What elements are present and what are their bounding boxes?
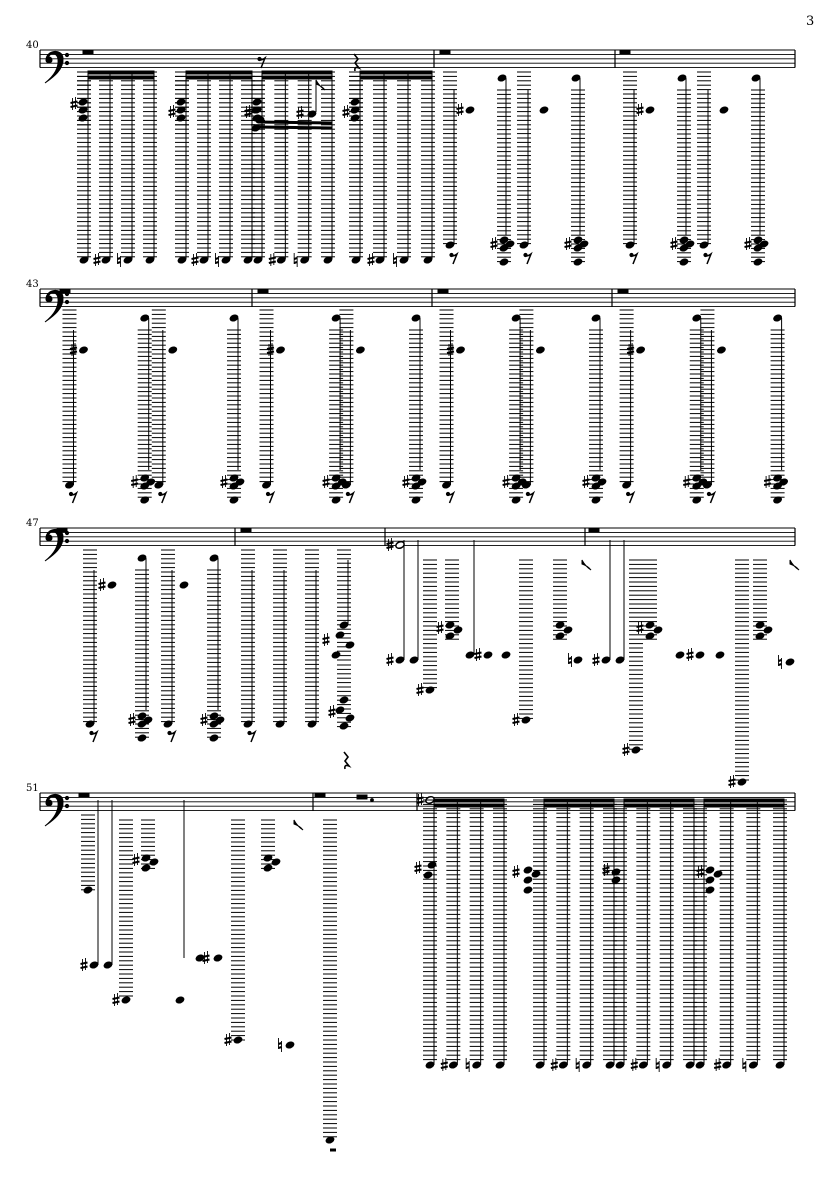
notehead xyxy=(168,346,178,355)
notehead xyxy=(78,114,88,123)
eighth-rest xyxy=(90,731,93,734)
whole-rest xyxy=(357,795,367,799)
sharp-sign xyxy=(94,258,101,260)
notehead xyxy=(695,651,705,660)
sharp-sign xyxy=(329,710,336,712)
whole-rest xyxy=(315,793,325,797)
notehead xyxy=(209,734,219,743)
sharp-sign xyxy=(387,658,394,660)
notehead xyxy=(285,1041,295,1050)
eighth-rest xyxy=(168,731,171,734)
whole-rest xyxy=(438,289,448,293)
natural-sign xyxy=(118,262,121,263)
notehead xyxy=(535,346,545,355)
sharp-sign xyxy=(513,718,520,720)
beam xyxy=(434,804,504,807)
natural-sign xyxy=(279,1043,282,1044)
bass-clef-dot xyxy=(65,53,68,56)
notehead xyxy=(573,656,583,665)
sharp-sign xyxy=(192,262,199,264)
flag xyxy=(294,820,303,830)
notehead xyxy=(645,106,655,115)
sharp-sign xyxy=(71,102,78,104)
flag xyxy=(582,560,591,570)
notehead xyxy=(339,722,349,731)
whole-rest xyxy=(79,793,89,797)
sharp-sign xyxy=(583,480,590,482)
natural-sign xyxy=(569,662,572,663)
eighth-rest xyxy=(704,253,707,256)
sharp-sign xyxy=(269,262,276,264)
notehead xyxy=(107,581,117,590)
eighth-rest xyxy=(248,731,251,734)
sharp-sign xyxy=(637,112,644,114)
sharp-sign xyxy=(671,246,678,248)
sharp-sign xyxy=(417,688,424,690)
notehead xyxy=(523,866,533,875)
notehead xyxy=(78,346,88,355)
sharp-sign xyxy=(764,480,771,482)
measure-number-51: 51 xyxy=(26,783,39,794)
sharp-sign xyxy=(81,967,88,969)
sharp-sign xyxy=(551,1063,558,1065)
sharp-sign xyxy=(637,108,644,110)
beam xyxy=(624,799,694,802)
notehead xyxy=(425,686,435,695)
natural-sign xyxy=(466,1067,469,1068)
natural-sign xyxy=(394,262,397,263)
sharp-sign xyxy=(623,748,630,750)
beam xyxy=(258,122,332,123)
sharp-sign xyxy=(368,258,375,260)
whole-rest xyxy=(241,528,251,532)
notehead xyxy=(715,651,725,660)
sharp-sign xyxy=(269,258,276,260)
notehead xyxy=(483,651,493,660)
notehead xyxy=(137,734,147,743)
beam xyxy=(544,799,614,802)
sharp-sign xyxy=(417,692,424,694)
bass-clef-dot xyxy=(65,61,68,64)
notehead xyxy=(719,106,729,115)
sharp-sign xyxy=(131,480,138,482)
sharp-sign xyxy=(745,246,752,248)
eighth-rest xyxy=(524,253,527,256)
sharp-sign xyxy=(221,484,228,486)
whole-rest xyxy=(620,50,630,54)
sharp-sign xyxy=(169,114,176,116)
natural-sign xyxy=(279,1047,282,1048)
notehead xyxy=(675,651,685,660)
sharp-sign xyxy=(415,866,422,868)
sharp-sign xyxy=(113,1002,120,1004)
measure-number-47: 47 xyxy=(26,518,39,529)
natural-sign xyxy=(216,262,219,263)
beam xyxy=(434,799,504,802)
sharp-sign xyxy=(513,870,520,872)
beam xyxy=(88,71,154,74)
sharp-sign xyxy=(441,1067,448,1069)
eighth-rest xyxy=(630,253,633,256)
sharp-sign xyxy=(503,484,510,486)
notehead xyxy=(705,886,715,895)
sharp-sign xyxy=(551,1067,558,1069)
sharp-sign xyxy=(687,657,694,659)
sharp-sign xyxy=(687,653,694,655)
notehead xyxy=(121,996,131,1005)
eighth-rest xyxy=(450,253,453,256)
sharp-sign xyxy=(94,262,101,264)
whole-rest xyxy=(618,289,628,293)
sharp-sign xyxy=(631,1067,638,1069)
sharp-sign xyxy=(169,110,176,112)
beam xyxy=(360,76,432,79)
sharp-sign xyxy=(513,874,520,876)
sharp-sign xyxy=(133,858,140,860)
natural-sign xyxy=(294,258,297,259)
whole-rest xyxy=(589,528,599,532)
sharp-sign xyxy=(683,484,690,486)
sharp-sign xyxy=(201,718,208,720)
sharp-sign xyxy=(415,870,422,872)
whole-rest xyxy=(57,528,67,532)
notehead xyxy=(455,346,465,355)
sharp-sign xyxy=(491,242,498,244)
sharp-sign xyxy=(764,484,771,486)
sharp-sign xyxy=(593,662,600,664)
sharp-sign xyxy=(631,1063,638,1065)
sharp-sign xyxy=(441,1063,448,1065)
sharp-sign xyxy=(513,722,520,724)
eighth-rest xyxy=(707,492,710,495)
sharp-sign xyxy=(221,480,228,482)
beam xyxy=(704,799,784,802)
sharp-sign xyxy=(437,630,444,632)
sharp-sign xyxy=(671,242,678,244)
whole-rest xyxy=(60,289,70,293)
notehead xyxy=(149,858,159,867)
natural-sign xyxy=(576,1067,579,1068)
sharp-sign xyxy=(323,480,330,482)
notehead xyxy=(785,658,795,667)
sharp-sign xyxy=(729,784,736,786)
notehead xyxy=(705,866,715,875)
sharp-sign xyxy=(603,872,610,874)
natural-sign xyxy=(743,1063,746,1064)
beam xyxy=(262,76,332,79)
beam xyxy=(360,71,432,74)
notehead xyxy=(275,346,285,355)
sharp-sign xyxy=(714,1067,721,1069)
eighth-rest xyxy=(69,492,72,495)
beam xyxy=(544,804,614,807)
notehead xyxy=(213,954,223,963)
beam xyxy=(88,76,154,79)
notehead xyxy=(737,778,747,787)
natural-sign xyxy=(656,1063,659,1064)
eighth-rest xyxy=(526,492,529,495)
sharp-sign xyxy=(745,242,752,244)
sharp-sign xyxy=(729,780,736,782)
notehead xyxy=(635,346,645,355)
notehead xyxy=(271,858,281,867)
sharp-sign xyxy=(133,862,140,864)
quarter-rest xyxy=(354,54,359,71)
natural-sign xyxy=(216,258,219,259)
whole-rest xyxy=(440,50,450,54)
beam xyxy=(258,127,332,128)
sharp-sign xyxy=(623,752,630,754)
notehead xyxy=(345,641,355,650)
sharp-sign xyxy=(225,1042,232,1044)
sharp-sign xyxy=(565,242,572,244)
natural-sign xyxy=(779,664,782,665)
bass-clef-dot xyxy=(46,800,52,806)
natural-sign xyxy=(118,258,121,259)
sharp-sign xyxy=(99,583,106,585)
bass-clef-dot xyxy=(65,300,68,303)
notehead xyxy=(523,886,533,895)
notehead xyxy=(631,746,641,755)
notehead xyxy=(423,871,433,880)
page-number: 3 xyxy=(806,14,815,29)
sharp-sign xyxy=(387,662,394,664)
sharp-sign xyxy=(387,543,394,545)
sharp-sign xyxy=(245,114,252,116)
natural-sign xyxy=(394,258,397,259)
bass-clef-dot xyxy=(46,57,52,63)
beam xyxy=(262,71,332,74)
sharp-sign xyxy=(129,718,136,720)
notehead xyxy=(179,581,189,590)
bass-clef-dot xyxy=(65,539,68,542)
measure-number-40: 40 xyxy=(26,40,39,51)
whole-rest xyxy=(258,289,268,293)
natural-sign xyxy=(466,1063,469,1064)
whole-rest xyxy=(83,50,93,54)
eighth-rest xyxy=(627,492,630,495)
sharp-sign xyxy=(99,587,106,589)
sharp-sign xyxy=(403,480,410,482)
notehead xyxy=(523,876,533,885)
sharp-sign xyxy=(192,258,199,260)
sharp-sign xyxy=(343,114,350,116)
notehead xyxy=(350,114,360,123)
sharp-sign xyxy=(475,653,482,655)
sharp-sign xyxy=(201,722,208,724)
bass-clef-dot xyxy=(65,804,68,807)
sharp-sign xyxy=(491,246,498,248)
natural-sign xyxy=(656,1067,659,1068)
beam xyxy=(186,71,252,74)
beam xyxy=(624,804,694,807)
sharp-sign xyxy=(403,484,410,486)
sharp-sign xyxy=(113,998,120,1000)
bass-clef-dot xyxy=(46,535,52,541)
sharp-sign xyxy=(593,658,600,660)
beam xyxy=(186,76,252,79)
sharp-sign xyxy=(81,963,88,965)
notehead xyxy=(331,651,341,660)
eighth-rest xyxy=(258,57,261,60)
sharp-sign xyxy=(603,868,610,870)
beam xyxy=(704,804,784,807)
sharp-sign xyxy=(323,638,330,640)
notehead xyxy=(521,716,531,725)
flag xyxy=(790,560,799,570)
bass-clef-dot xyxy=(46,296,52,302)
natural-sign xyxy=(576,1063,579,1064)
bass-clef-dot xyxy=(65,796,68,799)
sharp-sign xyxy=(457,112,464,114)
natural-sign xyxy=(569,658,572,659)
notehead xyxy=(501,651,511,660)
notehead xyxy=(176,114,186,123)
sharp-sign xyxy=(714,1063,721,1065)
sharp-sign xyxy=(437,626,444,628)
natural-sign xyxy=(294,262,297,263)
sharp-sign xyxy=(387,547,394,549)
dot xyxy=(371,799,374,802)
sharp-sign xyxy=(457,108,464,110)
notehead xyxy=(716,346,726,355)
sharp-sign xyxy=(245,110,252,112)
eighth-rest xyxy=(346,492,349,495)
notehead xyxy=(539,106,549,115)
sharp-sign xyxy=(323,642,330,644)
measure-number-43: 43 xyxy=(26,279,39,290)
natural-sign xyxy=(743,1067,746,1068)
sharp-sign xyxy=(368,262,375,264)
sharp-sign xyxy=(343,110,350,112)
sharp-sign xyxy=(225,1038,232,1040)
sharp-sign xyxy=(565,246,572,248)
sharp-sign xyxy=(129,722,136,724)
sharp-sign xyxy=(323,484,330,486)
sharp-sign xyxy=(503,480,510,482)
quarter-rest xyxy=(344,752,349,769)
eighth-rest xyxy=(446,492,449,495)
eighth-rest xyxy=(159,492,162,495)
eighth-rest xyxy=(266,492,269,495)
sharp-sign xyxy=(71,106,78,108)
natural-sign xyxy=(779,660,782,661)
sharp-sign xyxy=(683,480,690,482)
notehead xyxy=(465,106,475,115)
sharp-sign xyxy=(583,484,590,486)
sharp-sign xyxy=(329,714,336,716)
notehead xyxy=(355,346,365,355)
notehead xyxy=(175,996,185,1005)
sharp-sign xyxy=(131,484,138,486)
sharp-sign xyxy=(475,657,482,659)
